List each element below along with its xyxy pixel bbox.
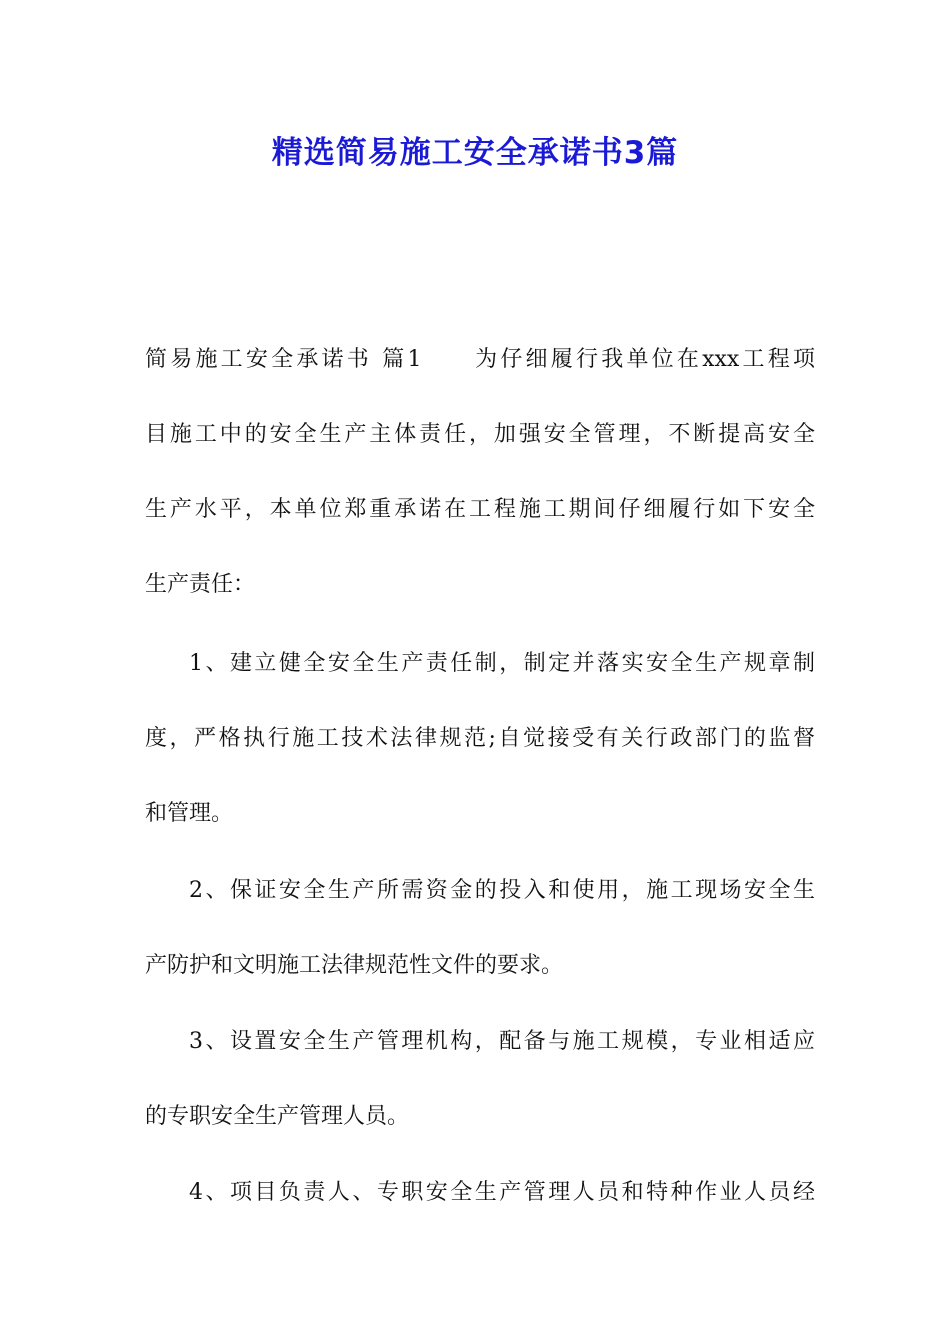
- document-title: 精选简易施工安全承诺书3篇: [271, 135, 679, 171]
- paragraph-line: 1、建立健全安全生产责任制，制定并落实安全生产规章制: [189, 651, 815, 676]
- paragraph-line: 3、设置安全生产管理机构，配备与施工规模，专业相适应: [189, 1029, 815, 1054]
- paragraph-line: 4、项目负责人、专职安全生产管理人员和特种作业人员经: [189, 1180, 815, 1205]
- paragraph-line: 生产水平，本单位郑重承诺在工程施工期间仔细履行如下安全: [145, 497, 815, 522]
- paragraph-line: 简易施工安全承诺书 篇1 为仔细履行我单位在xxx工程项: [145, 347, 815, 372]
- paragraph-line: 度，严格执行施工技术法律规范;自觉接受有关行政部门的监督: [145, 726, 815, 751]
- paragraph-line: 2、保证安全生产所需资金的投入和使用，施工现场安全生: [189, 878, 815, 903]
- paragraph-item-4: [145, 1155, 815, 1230]
- paragraph-item-2: [145, 853, 815, 1003]
- paragraph-line: 和管理。: [145, 801, 234, 826]
- paragraph-line: 生产责任：: [145, 572, 256, 597]
- paragraph-item-3: [145, 1004, 815, 1154]
- paragraph-line: 产防护和文明施工法律规范性文件的要求。: [145, 953, 564, 978]
- paragraph-item-1: [145, 626, 815, 851]
- paragraph-line: 目施工中的安全生产主体责任，加强安全管理，不断提高安全: [145, 422, 815, 447]
- paragraph-line: 的专职安全生产管理人员。: [145, 1104, 410, 1129]
- paragraph-intro: [145, 322, 815, 622]
